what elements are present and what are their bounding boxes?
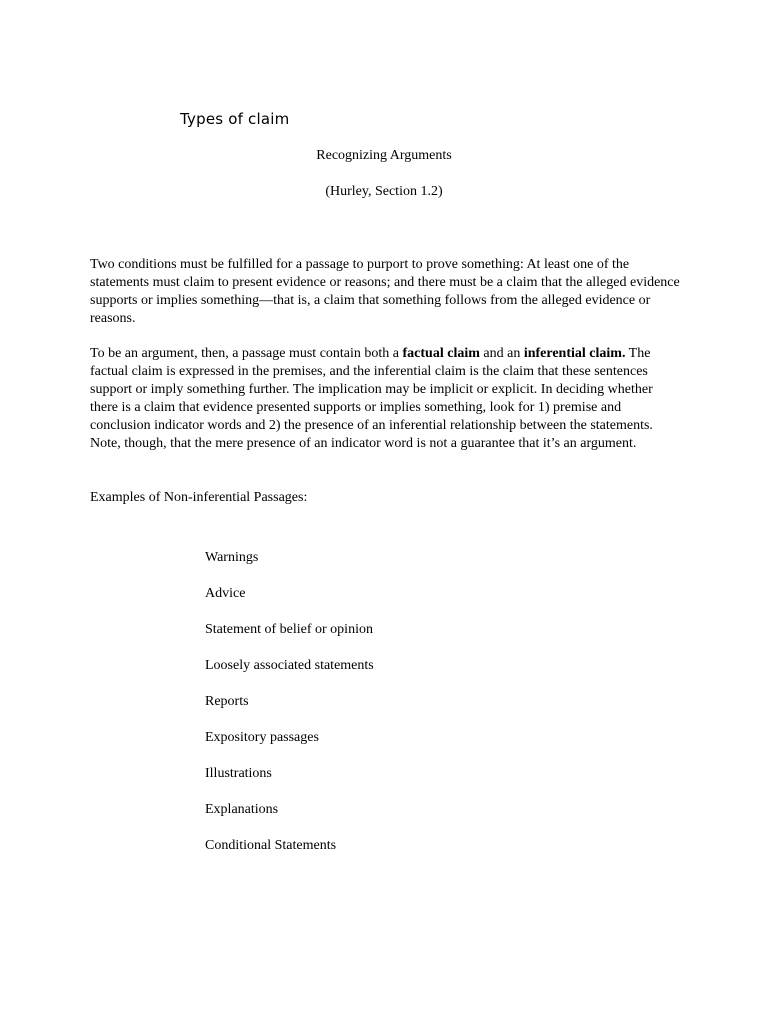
document-title: Types of claim <box>180 110 290 128</box>
list-item: Reports <box>205 694 249 709</box>
paragraph-conditions: Two conditions must be fulfilled for a passage to purport to prove something: At least one of the statements must claim to present evidence or reasons; and there must be a claim that the alleged evidence supports or implies something—that is, a claim that something follows from the alleged evidence or reasons. <box>90 257 680 326</box>
source-citation: (Hurley, Section 1.2) <box>325 184 443 199</box>
section-heading: Recognizing Arguments <box>316 148 452 163</box>
list-item: Loosely associated statements <box>205 658 374 673</box>
paragraph-body-text: The factual claim is expressed in the premises, and the inferential claim is the claim that these sentences support or imply something further. The implication may be implicit or explicit. In deciding whether there is a claim that evidence presented supports or implies something, look for 1) premise and conclusion indicator words and 2) the presence of an inferential relationship between the statements. Note, though, that the mere presence of an indicator word is not a guarantee that it’s an argument. <box>90 346 653 451</box>
list-item: Statement of belief or opinion <box>205 622 373 637</box>
list-item: Warnings <box>205 550 259 565</box>
list-item: Conditional Statements <box>205 838 337 853</box>
term-inferential-claim: inferential claim. <box>523 346 626 361</box>
paragraph-argument-definition <box>90 345 682 453</box>
term-factual-claim: factual claim <box>402 346 480 361</box>
examples-list <box>205 549 374 873</box>
paragraph-connector-text: and an <box>479 346 524 361</box>
paragraph-intro-text: To be an argument, then, a passage must contain both a <box>90 346 403 361</box>
list-item: Advice <box>205 586 246 601</box>
examples-heading: Examples of Non-inferential Passages: <box>90 490 308 505</box>
list-item: Illustrations <box>205 766 272 781</box>
list-item: Explanations <box>205 802 279 817</box>
list-item: Expository passages <box>205 730 319 745</box>
